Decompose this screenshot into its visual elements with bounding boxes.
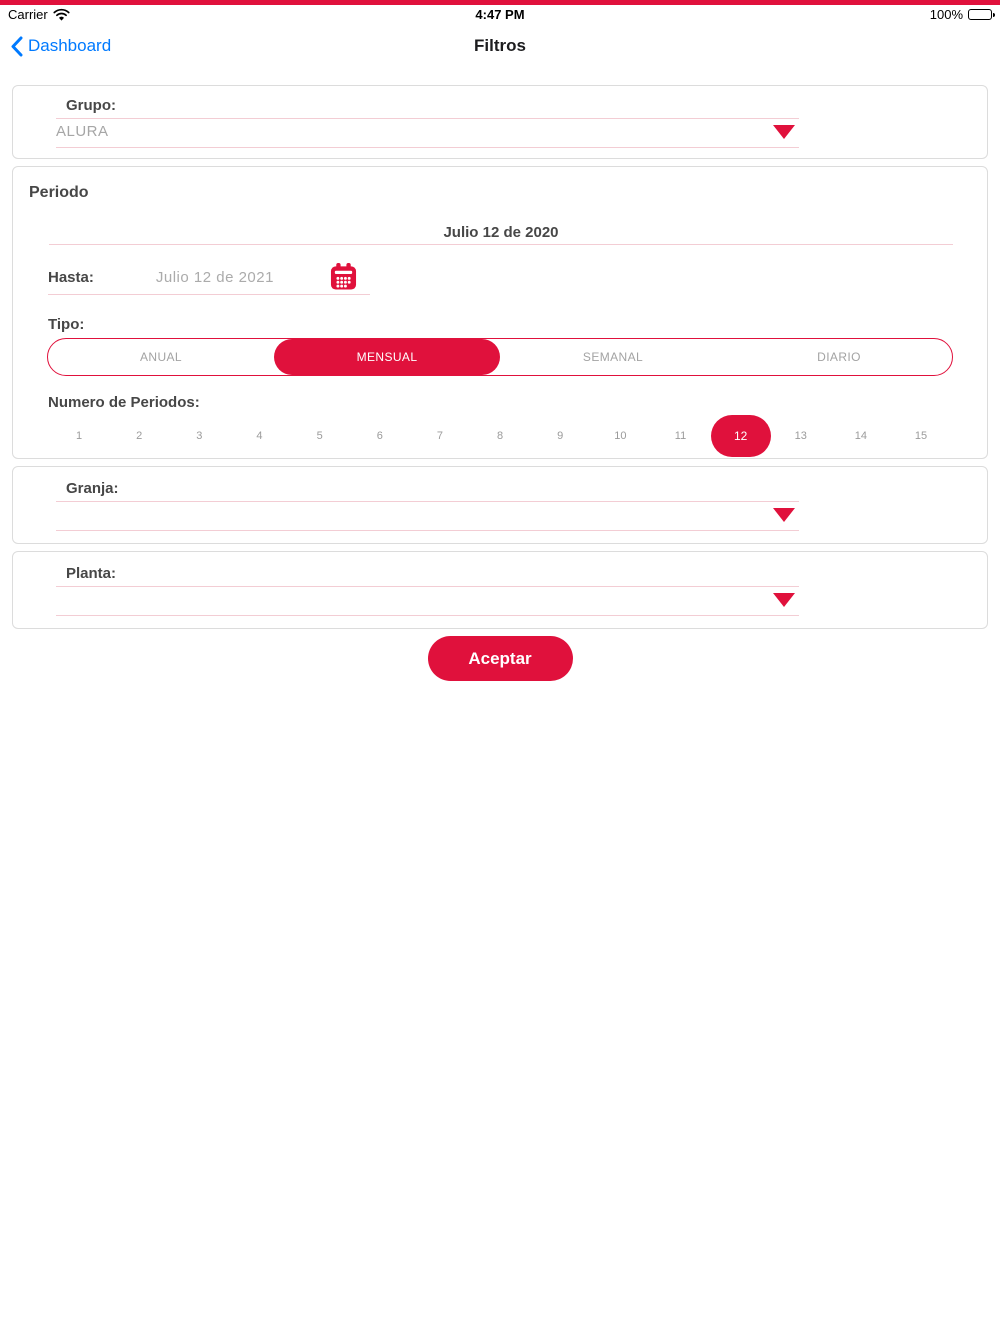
period-option-5[interactable]: 5: [316, 430, 323, 442]
period-option-7[interactable]: 7: [436, 430, 443, 442]
back-button[interactable]: [10, 36, 111, 57]
calendar-icon: [330, 262, 357, 292]
divider: [56, 615, 799, 616]
periodo-card: [12, 166, 988, 459]
hasta-label: Hasta:: [48, 268, 94, 286]
period-option-10[interactable]: 10: [614, 430, 627, 442]
period-option-6[interactable]: 6: [376, 430, 383, 442]
period-option-3[interactable]: 3: [196, 430, 203, 442]
period-option-13[interactable]: 13: [794, 430, 807, 442]
tipo-option-anual[interactable]: ANUAL: [139, 350, 182, 364]
planta-card: [12, 551, 988, 629]
calendar-button[interactable]: [330, 262, 357, 292]
from-date-value: Julio 12 de 2020: [443, 224, 559, 241]
tipo-option-diario[interactable]: DIARIO: [817, 350, 861, 364]
divider: [49, 244, 953, 245]
status-bar: [0, 5, 1000, 23]
period-option-2[interactable]: 2: [136, 430, 143, 442]
tipo-option-mensual[interactable]: MENSUAL: [274, 339, 500, 375]
period-option-1[interactable]: 1: [76, 430, 83, 442]
hasta-input[interactable]: Julio 12 de 2021: [155, 268, 274, 286]
wifi-icon: [53, 8, 70, 21]
dropdown-triangle-icon[interactable]: [773, 593, 795, 607]
status-time: 4:47 PM: [475, 6, 525, 22]
grupo-value: ALURA: [56, 122, 109, 140]
carrier-label: Carrier: [8, 6, 48, 22]
period-option-8[interactable]: 8: [496, 430, 504, 442]
grupo-dropdown[interactable]: [56, 119, 799, 143]
tipo-segmented-control: [47, 338, 953, 376]
accept-button[interactable]: Aceptar: [428, 636, 573, 681]
granja-label: Granja:: [66, 480, 119, 497]
planta-dropdown[interactable]: [56, 587, 799, 611]
dropdown-triangle-icon[interactable]: [773, 125, 795, 139]
period-option-15[interactable]: 15: [914, 430, 928, 442]
divider: [56, 530, 799, 531]
period-option-11[interactable]: 11: [674, 430, 687, 442]
dropdown-triangle-icon[interactable]: [773, 508, 795, 522]
divider: [56, 147, 799, 148]
periods-row: [49, 413, 951, 459]
granja-dropdown[interactable]: [56, 502, 799, 526]
tipo-label: Tipo:: [48, 316, 85, 333]
tipo-option-semanal[interactable]: SEMANAL: [582, 350, 644, 364]
granja-card: [12, 466, 988, 544]
period-option-4[interactable]: 4: [256, 430, 263, 442]
battery-icon: [968, 9, 992, 20]
planta-label: Planta:: [66, 565, 117, 582]
period-option-12[interactable]: 12: [711, 415, 771, 457]
periodo-title: Periodo: [29, 184, 89, 201]
back-label: Dashboard: [28, 36, 112, 55]
page-title: Filtros: [474, 36, 526, 55]
period-option-9[interactable]: 9: [557, 430, 564, 442]
from-date-field[interactable]: [49, 224, 953, 245]
period-option-14[interactable]: 14: [854, 430, 868, 442]
grupo-card: [12, 85, 988, 159]
chevron-left-icon: [10, 36, 23, 57]
periods-label: Numero de Periodos:: [48, 394, 200, 411]
divider: [48, 294, 370, 295]
battery-percent: 100%: [929, 6, 963, 22]
nav-bar: [0, 23, 1000, 69]
grupo-label: Grupo:: [66, 97, 116, 114]
